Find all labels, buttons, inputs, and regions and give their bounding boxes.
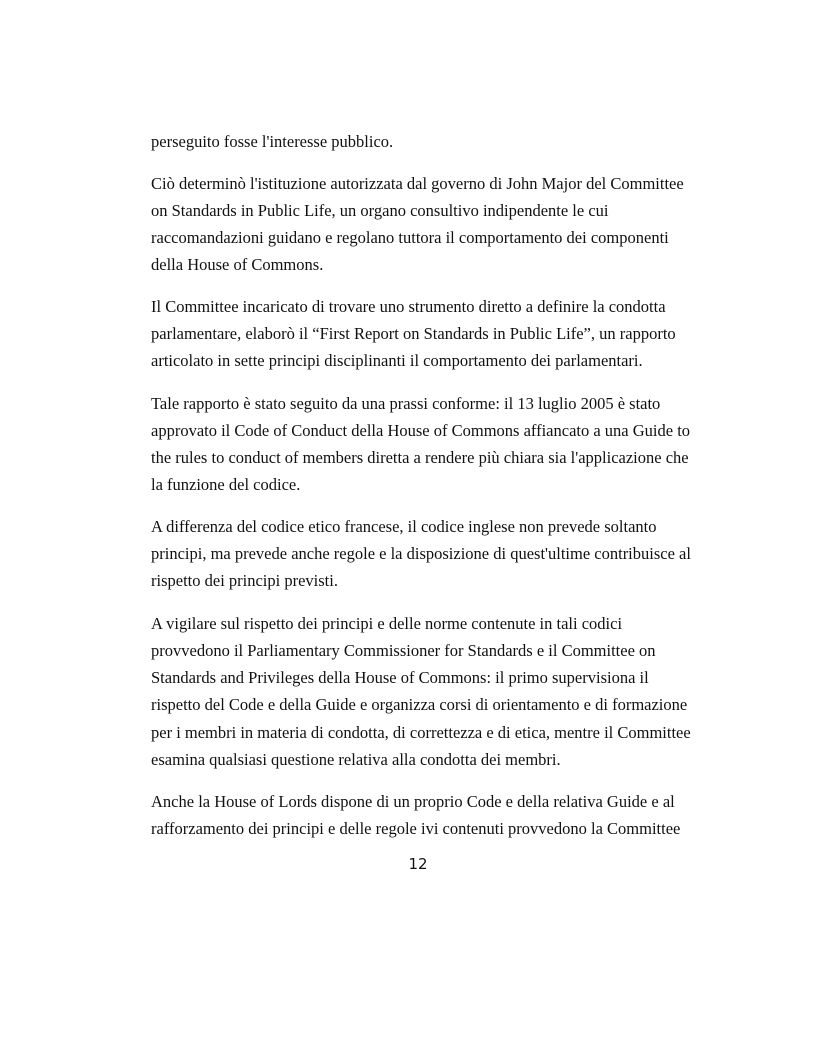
paragraph-6-line-3: Standards and Privileges della House of Commons: il primo supervisiona il xyxy=(151,668,649,687)
paragraph-2-line-1: Ciò determinò l'istituzione autorizzata dal governo di John Major del Committee xyxy=(151,174,684,193)
paragraph-3-line-1: Il Committee incaricato di trovare uno strumento diretto a definire la condotta xyxy=(151,297,666,316)
page-number: 12 xyxy=(408,855,428,873)
paragraph-3-line-2: parlamentare, elaborò il “First Report on Standards in Public Life”, un rapporto xyxy=(151,324,676,343)
paragraph-7-line-2: rafforzamento dei principi e delle regole ivi contenuti provvedono la Committee xyxy=(151,819,681,838)
paragraph-6-line-6: esamina qualsiasi questione relativa alla condotta dei membri. xyxy=(151,750,561,769)
paragraph-3-line-3: articolato in sette principi disciplinanti il comportamento dei parlamentari. xyxy=(151,351,643,370)
paragraph-4-line-2: approvato il Code of Conduct della House of Commons affiancato a una Guide to xyxy=(151,421,691,440)
paragraph-4-line-4: la funzione del codice. xyxy=(151,475,301,494)
paragraph-4-line-1: Tale rapporto è stato seguito da una prassi conforme: il 13 luglio 2005 è stato xyxy=(151,394,661,413)
paragraph-2-line-4: della House of Commons. xyxy=(151,255,324,274)
paragraph-5-line-3: rispetto dei principi previsti. xyxy=(151,571,338,590)
paragraph-2-line-2: on Standards in Public Life, un organo consultivo indipendente le cui xyxy=(151,201,609,220)
paragraph-5-line-1: A differenza del codice etico francese, il codice inglese non prevede soltanto xyxy=(151,517,657,536)
paragraph-6-line-4: rispetto del Code e della Guide e organizza corsi di orientamento e di formazione xyxy=(151,695,688,714)
paragraph-2-line-3: raccomandazioni guidano e regolano tuttora il comportamento dei componenti xyxy=(151,228,669,247)
paragraph-6-line-2: provvedono il Parliamentary Commissioner for Standards e il Committee on xyxy=(151,641,656,660)
paragraph-1-line-1: perseguito fosse l'interesse pubblico. xyxy=(151,132,394,151)
paragraph-6-line-1: A vigilare sul rispetto dei principi e delle norme contenute in tali codici xyxy=(151,614,623,633)
paragraph-5-line-2: principi, ma prevede anche regole e la disposizione di quest'ultime contribuisce al xyxy=(151,544,691,563)
paragraph-6-line-5: per i membri in materia di condotta, di correttezza e di etica, mentre il Committee xyxy=(151,723,691,742)
paragraph-7-line-1: Anche la House of Lords dispone di un proprio Code e della relativa Guide e al xyxy=(151,792,675,811)
paragraph-4-line-3: the rules to conduct of members diretta a rendere più chiara sia l'applicazione che xyxy=(151,448,689,467)
